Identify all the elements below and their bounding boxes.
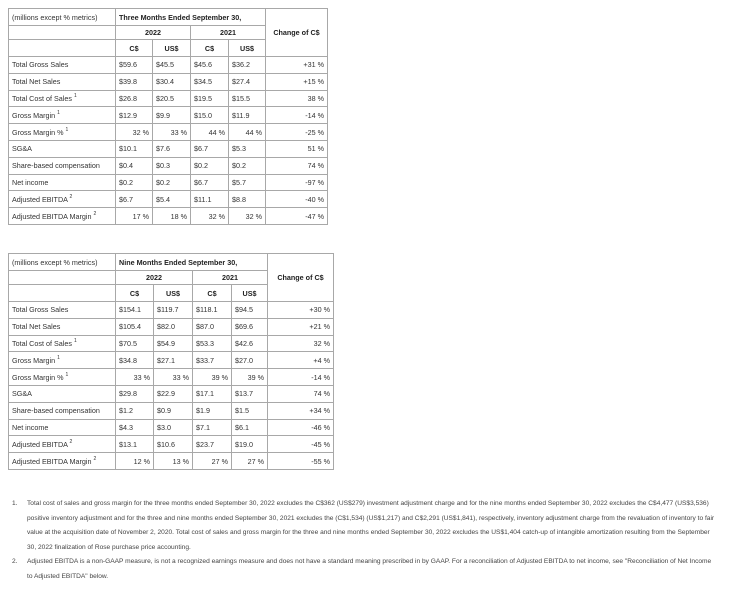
footnote-ref: 1 bbox=[73, 337, 77, 344]
row-label: Gross Margin $^1$ bbox=[9, 107, 116, 124]
row-label: Net income bbox=[9, 174, 116, 191]
currency-usd: US$ bbox=[153, 40, 191, 57]
value-cell: $5.3 bbox=[229, 140, 266, 157]
value-cell: $7.6 bbox=[153, 140, 191, 157]
value-cell: $27.1 bbox=[154, 352, 193, 369]
value-cell: $8.8 bbox=[229, 191, 266, 208]
change-header: Change of C$ bbox=[266, 9, 328, 57]
value-cell: $59.6 bbox=[116, 57, 153, 74]
footnote-1 bbox=[12, 497, 717, 555]
change-cell: +15 % bbox=[266, 73, 328, 90]
year-2021: 2021 bbox=[191, 26, 266, 40]
change-cell: -46 % bbox=[268, 419, 334, 436]
value-cell: $36.2 bbox=[229, 57, 266, 74]
year-2022: 2022 bbox=[116, 271, 193, 285]
change-cell: -25 % bbox=[266, 124, 328, 141]
value-cell: $22.9 bbox=[154, 385, 193, 402]
row-label: Adjusted EBITDA Margin $^2$ bbox=[9, 208, 116, 225]
change-cell: +21 % bbox=[268, 318, 334, 335]
value-cell: $39.8 bbox=[116, 73, 153, 90]
value-cell: $34.5 bbox=[191, 73, 229, 90]
currency-cad: C$ bbox=[193, 285, 232, 302]
value-cell: $1.2 bbox=[116, 402, 154, 419]
change-header: Change of C$ bbox=[268, 254, 334, 302]
value-cell: $54.9 bbox=[154, 335, 193, 352]
footnote-number: 1. bbox=[12, 500, 18, 507]
row-label: Total Cost of Sales $^1$ bbox=[9, 90, 116, 107]
change-cell: 32 % bbox=[268, 335, 334, 352]
value-cell: $6.7 bbox=[116, 191, 153, 208]
footnote-ref: 1 bbox=[65, 371, 69, 378]
table-row bbox=[9, 419, 334, 436]
table-row bbox=[9, 124, 328, 141]
value-cell: $23.7 bbox=[193, 436, 232, 453]
row-label: Total Net Sales bbox=[9, 73, 116, 90]
row-label: Share-based compensation bbox=[9, 402, 116, 419]
year-2021: 2021 bbox=[193, 271, 268, 285]
value-cell: $0.2 bbox=[153, 174, 191, 191]
three-months-table bbox=[8, 8, 328, 225]
value-cell: $33.7 bbox=[193, 352, 232, 369]
value-cell: $45.6 bbox=[191, 57, 229, 74]
value-cell: $3.0 bbox=[154, 419, 193, 436]
value-cell: 12 % bbox=[116, 453, 154, 470]
table-row bbox=[9, 318, 334, 335]
footnotes bbox=[12, 497, 717, 584]
value-cell: $6.7 bbox=[191, 174, 229, 191]
value-cell: $19.5 bbox=[191, 90, 229, 107]
three-months-rows bbox=[9, 57, 328, 225]
units-label: (millions except % metrics) bbox=[9, 254, 116, 271]
currency-usd: US$ bbox=[229, 40, 266, 57]
value-cell: 39 % bbox=[193, 369, 232, 386]
value-cell: $0.2 bbox=[191, 157, 229, 174]
currency-usd: US$ bbox=[232, 285, 268, 302]
value-cell: $30.4 bbox=[153, 73, 191, 90]
value-cell: $5.4 bbox=[153, 191, 191, 208]
value-cell: $5.7 bbox=[229, 174, 266, 191]
value-cell: 17 % bbox=[116, 208, 153, 225]
change-cell: +31 % bbox=[266, 57, 328, 74]
change-cell: -40 % bbox=[266, 191, 328, 208]
nine-months-table bbox=[8, 253, 334, 470]
value-cell: $7.1 bbox=[193, 419, 232, 436]
value-cell: 33 % bbox=[153, 124, 191, 141]
change-cell: -47 % bbox=[266, 208, 328, 225]
table-row bbox=[9, 57, 328, 74]
footnote-text: Total cost of sales and gross margin for the three months ended September 30, 2022 excludes the C$362 (US$279) investment adjustment charge and for the nine months ended September 30, 2022 excludes the C$4,477 (US$3,536) positive inventory adjustment and for the three and nine months ended September 30, 2021 excludes the (C$1,534) (US$1,217) and C$2,291 (US$1,841), respectively, inventory adjustment charge from the revaluation of inventory to fair value at the acquisition date of November 2, 2020. Total cost of sales and gross margin for the three and nine months ended September 30, 2022 excludes the US$1,404 catch-up of intangible amortization resulting from the September 30, 2022 finalization of Rose purchase price accounting. bbox=[27, 500, 715, 551]
value-cell: $17.1 bbox=[193, 385, 232, 402]
change-cell: +30 % bbox=[268, 302, 334, 319]
table-row bbox=[9, 369, 334, 386]
value-cell: $11.9 bbox=[229, 107, 266, 124]
value-cell: $119.7 bbox=[154, 302, 193, 319]
row-label: Total Gross Sales bbox=[9, 302, 116, 319]
table-row bbox=[9, 436, 334, 453]
value-cell: 13 % bbox=[154, 453, 193, 470]
row-label: Share-based compensation bbox=[9, 157, 116, 174]
change-cell: -55 % bbox=[268, 453, 334, 470]
value-cell: 27 % bbox=[193, 453, 232, 470]
change-cell: 38 % bbox=[266, 90, 328, 107]
row-label: Adjusted EBITDA Margin $^2$ bbox=[9, 453, 116, 470]
currency-cad: C$ bbox=[116, 40, 153, 57]
value-cell: $1.9 bbox=[193, 402, 232, 419]
value-cell: $118.1 bbox=[193, 302, 232, 319]
value-cell: $53.3 bbox=[193, 335, 232, 352]
footnote-ref: 2 bbox=[69, 438, 73, 445]
table-row bbox=[9, 107, 328, 124]
table-row bbox=[9, 208, 328, 225]
row-label: Gross Margin $^1$ bbox=[9, 352, 116, 369]
value-cell: $6.7 bbox=[191, 140, 229, 157]
footnote-ref: 2 bbox=[69, 193, 73, 200]
value-cell: $0.2 bbox=[116, 174, 153, 191]
row-label: Total Net Sales bbox=[9, 318, 116, 335]
value-cell: $0.4 bbox=[116, 157, 153, 174]
change-cell: -14 % bbox=[266, 107, 328, 124]
value-cell: $82.0 bbox=[154, 318, 193, 335]
value-cell: 44 % bbox=[191, 124, 229, 141]
value-cell: $34.8 bbox=[116, 352, 154, 369]
footnote-number: 2. bbox=[12, 558, 18, 565]
table-row bbox=[9, 453, 334, 470]
table-row bbox=[9, 140, 328, 157]
value-cell: 32 % bbox=[229, 208, 266, 225]
value-cell: $29.8 bbox=[116, 385, 154, 402]
value-cell: $9.9 bbox=[153, 107, 191, 124]
row-label: Gross Margin % $^1$ bbox=[9, 369, 116, 386]
row-label: SG&A bbox=[9, 385, 116, 402]
value-cell: $42.6 bbox=[232, 335, 268, 352]
value-cell: 18 % bbox=[153, 208, 191, 225]
value-cell: $0.2 bbox=[229, 157, 266, 174]
footnote-ref: 2 bbox=[93, 455, 97, 462]
period-header: Nine Months Ended September 30, bbox=[116, 254, 268, 271]
value-cell: $13.7 bbox=[232, 385, 268, 402]
footnote-ref: 1 bbox=[73, 92, 77, 99]
currency-cad: C$ bbox=[116, 285, 154, 302]
row-label: Gross Margin % $^1$ bbox=[9, 124, 116, 141]
value-cell: $6.1 bbox=[232, 419, 268, 436]
value-cell: 33 % bbox=[116, 369, 154, 386]
value-cell: $154.1 bbox=[116, 302, 154, 319]
value-cell: $70.5 bbox=[116, 335, 154, 352]
value-cell: $105.4 bbox=[116, 318, 154, 335]
value-cell: $4.3 bbox=[116, 419, 154, 436]
row-label: Total Gross Sales bbox=[9, 57, 116, 74]
change-cell: 74 % bbox=[268, 385, 334, 402]
value-cell: $94.5 bbox=[232, 302, 268, 319]
value-cell: $27.4 bbox=[229, 73, 266, 90]
value-cell: 32 % bbox=[116, 124, 153, 141]
value-cell: 27 % bbox=[232, 453, 268, 470]
table-row bbox=[9, 73, 328, 90]
value-cell: $27.0 bbox=[232, 352, 268, 369]
currency-usd: US$ bbox=[154, 285, 193, 302]
footnote-ref: 1 bbox=[57, 354, 60, 361]
change-cell: +4 % bbox=[268, 352, 334, 369]
table-row bbox=[9, 335, 334, 352]
row-label: Adjusted EBITDA $^2$ bbox=[9, 436, 116, 453]
table-row bbox=[9, 302, 334, 319]
value-cell: 32 % bbox=[191, 208, 229, 225]
value-cell: $10.6 bbox=[154, 436, 193, 453]
row-label: Adjusted EBITDA $^2$ bbox=[9, 191, 116, 208]
table-row bbox=[9, 157, 328, 174]
table-row bbox=[9, 174, 328, 191]
value-cell: $1.5 bbox=[232, 402, 268, 419]
nine-months-rows bbox=[9, 302, 334, 470]
value-cell: $20.5 bbox=[153, 90, 191, 107]
table-header-row bbox=[9, 9, 328, 26]
value-cell: $26.8 bbox=[116, 90, 153, 107]
change-cell: 74 % bbox=[266, 157, 328, 174]
row-label: SG&A bbox=[9, 140, 116, 157]
value-cell: $15.5 bbox=[229, 90, 266, 107]
value-cell: $13.1 bbox=[116, 436, 154, 453]
footnote-ref: 1 bbox=[57, 109, 60, 116]
value-cell: $45.5 bbox=[153, 57, 191, 74]
table-row bbox=[9, 352, 334, 369]
value-cell: $87.0 bbox=[193, 318, 232, 335]
footnote-ref: 2 bbox=[93, 210, 97, 217]
table-row bbox=[9, 385, 334, 402]
change-cell: 51 % bbox=[266, 140, 328, 157]
footnote-2 bbox=[12, 555, 717, 584]
change-cell: +34 % bbox=[268, 402, 334, 419]
units-label: (millions except % metrics) bbox=[9, 9, 116, 26]
value-cell: 39 % bbox=[232, 369, 268, 386]
footnote-text: Adjusted EBITDA is a non-GAAP measure, is not a recognized earnings measure and does not have a standard meaning prescribed in by GAAP. For a reconciliation of Adjusted EBITDA to net income, see "Reconciliation of Net Income to Adjusted EBITDA" below. bbox=[27, 558, 712, 580]
change-cell: -97 % bbox=[266, 174, 328, 191]
value-cell: $0.9 bbox=[154, 402, 193, 419]
row-label: Net income bbox=[9, 419, 116, 436]
table-row bbox=[9, 402, 334, 419]
value-cell: 33 % bbox=[154, 369, 193, 386]
table-row bbox=[9, 191, 328, 208]
period-header: Three Months Ended September 30, bbox=[116, 9, 266, 26]
row-label: Total Cost of Sales $^1$ bbox=[9, 335, 116, 352]
currency-cad: C$ bbox=[191, 40, 229, 57]
value-cell: $15.0 bbox=[191, 107, 229, 124]
value-cell: $12.9 bbox=[116, 107, 153, 124]
value-cell: $19.0 bbox=[232, 436, 268, 453]
value-cell: $69.6 bbox=[232, 318, 268, 335]
table-header-row bbox=[9, 254, 334, 271]
value-cell: 44 % bbox=[229, 124, 266, 141]
table-row bbox=[9, 90, 328, 107]
change-cell: -45 % bbox=[268, 436, 334, 453]
value-cell: $10.1 bbox=[116, 140, 153, 157]
footnote-ref: 1 bbox=[65, 126, 69, 133]
change-cell: -14 % bbox=[268, 369, 334, 386]
year-2022: 2022 bbox=[116, 26, 191, 40]
value-cell: $0.3 bbox=[153, 157, 191, 174]
value-cell: $11.1 bbox=[191, 191, 229, 208]
